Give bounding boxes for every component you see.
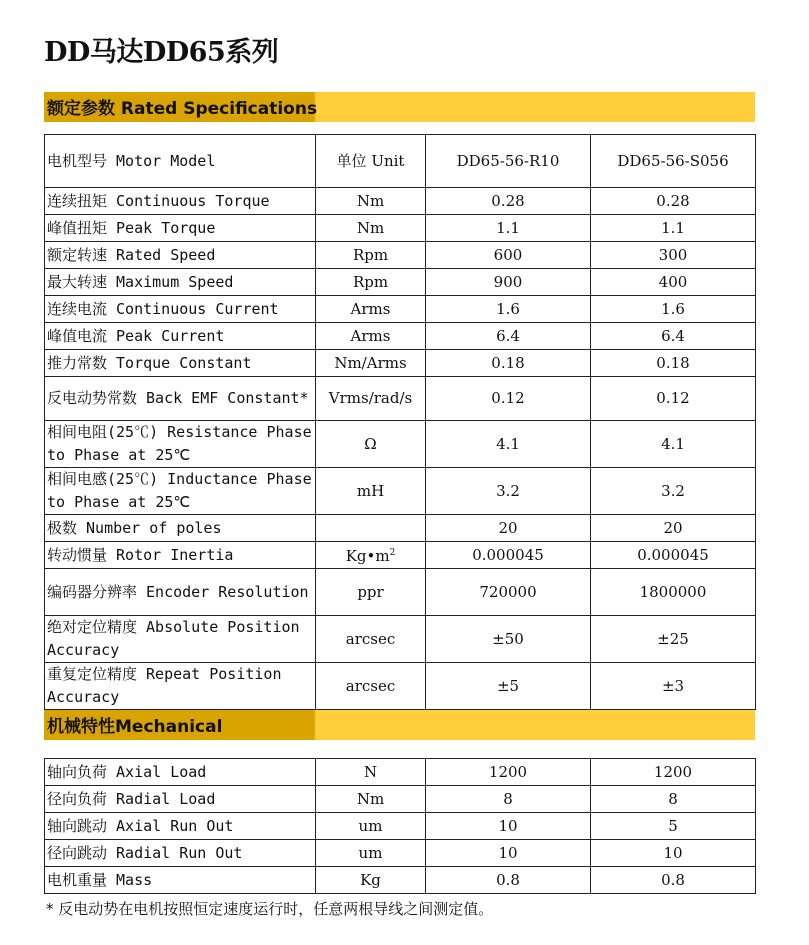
section-label-rated: 额定参数 Rated Specifications bbox=[47, 99, 318, 119]
section-label-mechanical: 机械特性Mechanical bbox=[47, 717, 223, 737]
row-value-a: ±50 bbox=[426, 616, 591, 663]
row-value-b: 8 bbox=[591, 786, 756, 813]
row-unit: Vrms/rad/s bbox=[316, 377, 426, 421]
header-param: 电机型号 Motor Model bbox=[45, 135, 316, 188]
row-unit: Rpm bbox=[316, 269, 426, 296]
row-unit: Nm bbox=[316, 786, 426, 813]
row-value-b: 3.2 bbox=[591, 468, 756, 515]
row-param: 峰值扭矩 Peak Torque bbox=[45, 215, 316, 242]
row-value-a: 0.8 bbox=[426, 867, 591, 894]
row-value-a: 1.1 bbox=[426, 215, 591, 242]
row-param: 额定转速 Rated Speed bbox=[45, 242, 316, 269]
row-param: 相间电阻(25℃) Resistance Phase to Phase at 25℃ bbox=[45, 421, 316, 468]
row-value-b: 20 bbox=[591, 515, 756, 542]
row-value-a: 0.12 bbox=[426, 377, 591, 421]
row-param: 轴向负荷 Axial Load bbox=[45, 759, 316, 786]
row-unit bbox=[316, 515, 426, 542]
row-value-a: ±5 bbox=[426, 663, 591, 710]
row-param: 轴向跳动 Axial Run Out bbox=[45, 813, 316, 840]
row-unit: mH bbox=[316, 468, 426, 515]
row-value-a: 3.2 bbox=[426, 468, 591, 515]
table-row bbox=[45, 377, 756, 421]
row-param: 径向负荷 Radial Load bbox=[45, 786, 316, 813]
row-unit: arcsec bbox=[316, 663, 426, 710]
unit-superscript: 2 bbox=[389, 548, 396, 558]
row-value-b: 0.000045 bbox=[591, 542, 756, 569]
row-value-b: 10 bbox=[591, 840, 756, 867]
row-value-b: 6.4 bbox=[591, 323, 756, 350]
row-unit: Nm bbox=[316, 188, 426, 215]
table-header-row bbox=[45, 135, 756, 188]
row-param: 推力常数 Torque Constant bbox=[45, 350, 316, 377]
unit-text: Kg•m bbox=[345, 547, 390, 565]
row-unit: Nm/Arms bbox=[316, 350, 426, 377]
row-value-b: 0.8 bbox=[591, 867, 756, 894]
row-value-a: 10 bbox=[426, 813, 591, 840]
row-value-a: 1200 bbox=[426, 759, 591, 786]
table-row bbox=[45, 515, 756, 542]
row-value-a: 600 bbox=[426, 242, 591, 269]
row-param: 连续扭矩 Continuous Torque bbox=[45, 188, 316, 215]
table-row bbox=[45, 786, 756, 813]
row-value-b: 1.1 bbox=[591, 215, 756, 242]
row-value-a: 0.000045 bbox=[426, 542, 591, 569]
row-value-a: 720000 bbox=[426, 569, 591, 616]
row-param: 连续电流 Continuous Current bbox=[45, 296, 316, 323]
row-unit: arcsec bbox=[316, 616, 426, 663]
header-model-b: DD65-56-S056 bbox=[591, 135, 756, 188]
row-param: 反电动势常数 Back EMF Constant* bbox=[45, 377, 316, 421]
table-row bbox=[45, 759, 756, 786]
row-value-a: 0.18 bbox=[426, 350, 591, 377]
row-unit: Arms bbox=[316, 296, 426, 323]
table-row bbox=[45, 188, 756, 215]
table-row bbox=[45, 242, 756, 269]
table-row bbox=[45, 813, 756, 840]
table-row bbox=[45, 323, 756, 350]
section-header-mechanical bbox=[44, 710, 755, 740]
row-value-b: 400 bbox=[591, 269, 756, 296]
table-row bbox=[45, 616, 756, 663]
row-value-b: 4.1 bbox=[591, 421, 756, 468]
table-row bbox=[45, 215, 756, 242]
row-value-b: 0.18 bbox=[591, 350, 756, 377]
row-value-b: 300 bbox=[591, 242, 756, 269]
row-value-a: 0.28 bbox=[426, 188, 591, 215]
row-value-a: 8 bbox=[426, 786, 591, 813]
row-unit: ppr bbox=[316, 569, 426, 616]
row-unit: Ω bbox=[316, 421, 426, 468]
row-value-b: 1200 bbox=[591, 759, 756, 786]
table-row bbox=[45, 421, 756, 468]
table-row bbox=[45, 269, 756, 296]
table-row bbox=[45, 350, 756, 377]
row-param: 转动惯量 Rotor Inertia bbox=[45, 542, 316, 569]
row-unit: um bbox=[316, 813, 426, 840]
mechanical-table bbox=[44, 758, 756, 894]
table-row bbox=[45, 840, 756, 867]
row-value-a: 20 bbox=[426, 515, 591, 542]
row-param: 径向跳动 Radial Run Out bbox=[45, 840, 316, 867]
row-param: 电机重量 Mass bbox=[45, 867, 316, 894]
table-row bbox=[45, 867, 756, 894]
row-value-b: 1.6 bbox=[591, 296, 756, 323]
table-row bbox=[45, 542, 756, 569]
section-header-rated bbox=[44, 92, 755, 122]
row-param: 最大转速 Maximum Speed bbox=[45, 269, 316, 296]
table-row bbox=[45, 569, 756, 616]
header-unit: 单位 Unit bbox=[316, 135, 426, 188]
footnote: * 反电动势在电机按照恒定速度运行时，任意两根导线之间测定值。 bbox=[46, 900, 494, 918]
row-value-b: ±25 bbox=[591, 616, 756, 663]
row-value-b: 0.12 bbox=[591, 377, 756, 421]
row-value-a: 10 bbox=[426, 840, 591, 867]
row-param: 编码器分辨率 Encoder Resolution bbox=[45, 569, 316, 616]
row-unit: Kg bbox=[316, 867, 426, 894]
row-value-a: 1.6 bbox=[426, 296, 591, 323]
row-unit bbox=[316, 542, 426, 569]
row-unit: N bbox=[316, 759, 426, 786]
table-row bbox=[45, 468, 756, 515]
row-param: 绝对定位精度 Absolute Position Accuracy bbox=[45, 616, 316, 663]
row-value-a: 6.4 bbox=[426, 323, 591, 350]
row-value-b: ±3 bbox=[591, 663, 756, 710]
row-value-a: 4.1 bbox=[426, 421, 591, 468]
row-unit: um bbox=[316, 840, 426, 867]
row-value-b: 1800000 bbox=[591, 569, 756, 616]
header-model-a: DD65-56-R10 bbox=[426, 135, 591, 188]
row-unit: Rpm bbox=[316, 242, 426, 269]
row-unit: Nm bbox=[316, 215, 426, 242]
table-row bbox=[45, 663, 756, 710]
rated-specifications-table bbox=[44, 134, 756, 710]
row-param: 极数 Number of poles bbox=[45, 515, 316, 542]
row-value-a: 900 bbox=[426, 269, 591, 296]
row-param: 相间电感(25℃) Inductance Phase to Phase at 25℃ bbox=[45, 468, 316, 515]
row-value-b: 5 bbox=[591, 813, 756, 840]
row-param: 重复定位精度 Repeat Position Accuracy bbox=[45, 663, 316, 710]
row-unit: Arms bbox=[316, 323, 426, 350]
row-value-b: 0.28 bbox=[591, 188, 756, 215]
table-row bbox=[45, 296, 756, 323]
page-title: DD马达DD65系列 bbox=[44, 37, 279, 68]
row-param: 峰值电流 Peak Current bbox=[45, 323, 316, 350]
